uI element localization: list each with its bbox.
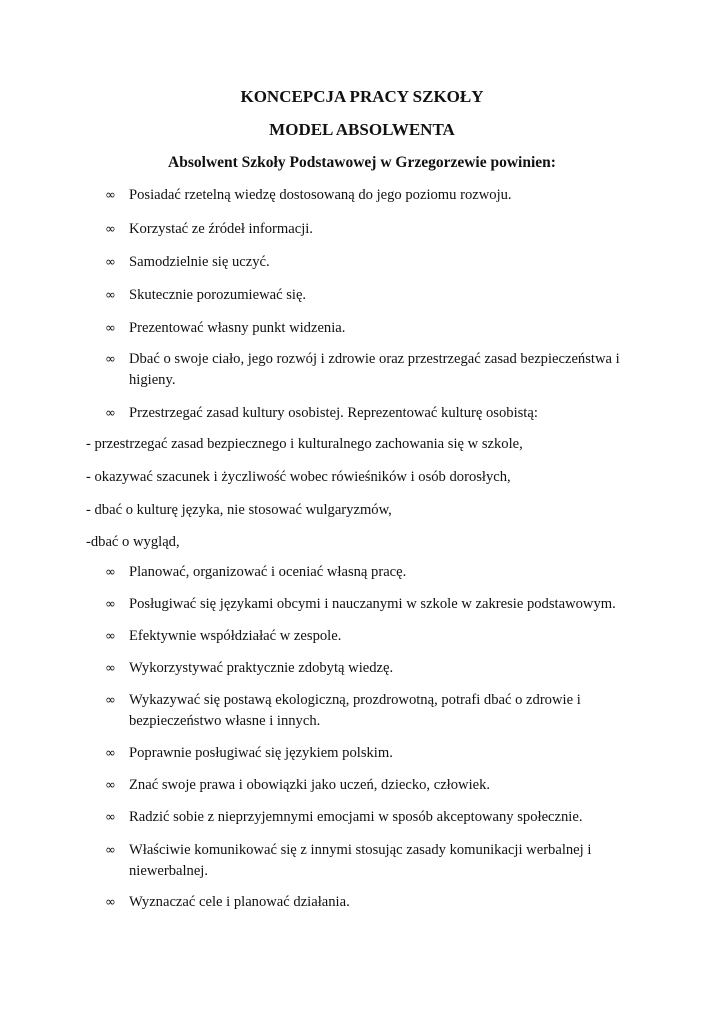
list-item-text: Wyznaczać cele i planować działania.	[129, 894, 350, 910]
list-item	[105, 219, 628, 240]
list-item	[105, 285, 628, 306]
list-item	[105, 318, 628, 339]
list-item-text: Efektywnie współdziałać w zespole.	[129, 628, 342, 644]
list-item-text: Planować, organizować i oceniać własną pracę.	[129, 564, 407, 580]
list-item	[105, 349, 628, 391]
infinity-bullet-icon: ∞	[105, 629, 116, 644]
infinity-bullet-icon: ∞	[105, 661, 116, 676]
list-item	[105, 626, 628, 647]
list-item	[105, 807, 628, 828]
infinity-bullet-icon: ∞	[105, 406, 116, 421]
list-item	[105, 690, 628, 732]
document-title: KONCEPCJA PRACY SZKOŁY	[240, 87, 484, 106]
list-item-text: Posiadać rzetelną wiedzę dostosowaną do jego poziomu rozwoju.	[129, 187, 512, 203]
list-item	[105, 658, 628, 679]
dash-item: - dbać o kulturę języka, nie stosować wulgaryzmów,	[86, 502, 392, 518]
list-item	[105, 892, 628, 913]
list-item-text: Skutecznie porozumiewać się.	[129, 287, 307, 303]
list-item	[105, 185, 628, 206]
list-item	[105, 840, 628, 882]
list-item-text: Radzić sobie z nieprzyjemnymi emocjami w sposób akceptowany społecznie.	[129, 809, 583, 825]
infinity-bullet-icon: ∞	[105, 778, 116, 793]
list-item-text: Dbać o swoje ciało, jego rozwój i zdrowie oraz przestrzegać zasad bezpieczeństwa i higieny.	[129, 351, 620, 388]
list-item-text: Wykorzystywać praktycznie zdobytą wiedzę.	[129, 660, 394, 676]
infinity-bullet-icon: ∞	[105, 321, 116, 336]
list-item	[105, 594, 628, 615]
dash-item: - okazywać szacunek i życzliwość wobec rówieśników i osób dorosłych,	[86, 469, 511, 485]
infinity-bullet-icon: ∞	[105, 222, 116, 237]
infinity-bullet-icon: ∞	[105, 843, 116, 858]
infinity-bullet-icon: ∞	[105, 255, 116, 270]
dash-item: - przestrzegać zasad bezpiecznego i kulturalnego zachowania się w szkole,	[86, 436, 523, 452]
dash-item: -dbać o wygląd,	[86, 534, 180, 550]
list-item-text: Właściwie komunikować się z innymi stosując zasady komunikacji werbalnej i niewerbalnej.	[129, 842, 592, 879]
infinity-bullet-icon: ∞	[105, 693, 116, 708]
list-item	[105, 775, 628, 796]
list-item-text: Posługiwać się językami obcymi i nauczanymi w szkole w zakresie podstawowym.	[129, 596, 616, 612]
list-item-text: Samodzielnie się uczyć.	[129, 254, 270, 270]
list-item	[105, 562, 628, 583]
infinity-bullet-icon: ∞	[105, 352, 116, 367]
intro-heading: Absolwent Szkoły Podstawowej w Grzegorzewie powinien:	[168, 154, 556, 171]
list-item-text: Korzystać ze źródeł informacji.	[129, 221, 313, 237]
list-item	[105, 403, 628, 424]
infinity-bullet-icon: ∞	[105, 746, 116, 761]
list-item-text: Prezentować własny punkt widzenia.	[129, 320, 346, 336]
infinity-bullet-icon: ∞	[105, 288, 116, 303]
infinity-bullet-icon: ∞	[105, 565, 116, 580]
infinity-bullet-icon: ∞	[105, 597, 116, 612]
infinity-bullet-icon: ∞	[105, 895, 116, 910]
list-item-text: Wykazywać się postawą ekologiczną, prozdrowotną, potrafi dbać o zdrowie i bezpieczeństwo własne i innych.	[129, 692, 581, 729]
document-subtitle: MODEL ABSOLWENTA	[269, 120, 455, 139]
infinity-bullet-icon: ∞	[105, 810, 116, 825]
list-item-text: Znać swoje prawa i obowiązki jako uczeń, dziecko, człowiek.	[129, 777, 491, 793]
list-item	[105, 252, 628, 273]
list-item	[105, 743, 628, 764]
list-item-text: Poprawnie posługiwać się językiem polskim.	[129, 745, 393, 761]
infinity-bullet-icon: ∞	[105, 188, 116, 203]
list-item-text: Przestrzegać zasad kultury osobistej. Reprezentować kulturę osobistą:	[129, 405, 538, 421]
